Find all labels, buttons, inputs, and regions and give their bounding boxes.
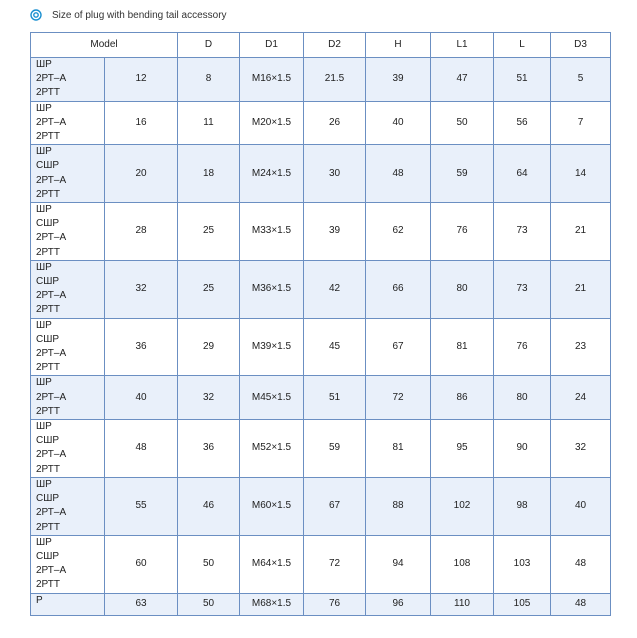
cell-h: 88 [366, 477, 431, 535]
model-name: ШР [36, 377, 52, 389]
table-row [31, 145, 611, 203]
cell-l1: 95 [431, 420, 494, 478]
cell-d: 25 [178, 260, 240, 318]
cell-size: 16 [105, 101, 178, 145]
model-name: 2РТ–А [36, 565, 67, 577]
cell-l: 64 [494, 145, 551, 203]
target-icon [30, 9, 42, 21]
model-name: 2РТ–А [36, 174, 67, 186]
cell-h: 81 [366, 420, 431, 478]
cell-size: 48 [105, 420, 178, 478]
cell-d2: 39 [304, 203, 366, 261]
model-name: 2РТ–А [36, 232, 67, 244]
cell-model [31, 477, 105, 535]
model-name: ШР [36, 421, 52, 433]
model-name: СШР [36, 333, 60, 345]
model-name: СШР [36, 493, 60, 505]
cell-d1: M68×1.5 [240, 593, 304, 615]
model-name: 2РТ–А [36, 348, 67, 360]
model-name: ШР [36, 319, 52, 331]
model-name: 2РТТ [36, 362, 60, 374]
cell-d2: 45 [304, 318, 366, 376]
cell-h: 96 [366, 593, 431, 615]
cell-l1: 47 [431, 58, 494, 102]
cell-d3: 7 [551, 101, 611, 145]
cell-l: 56 [494, 101, 551, 145]
model-name: ШР [36, 478, 52, 490]
cell-d2: 51 [304, 376, 366, 420]
cell-d: 8 [178, 58, 240, 102]
model-name: ШР [36, 204, 52, 216]
cell-h: 62 [366, 203, 431, 261]
caption [30, 6, 227, 24]
model-name: Р [36, 594, 43, 606]
cell-h: 39 [366, 58, 431, 102]
cell-l1: 50 [431, 101, 494, 145]
cell-size: 28 [105, 203, 178, 261]
cell-d3: 21 [551, 260, 611, 318]
cell-model [31, 58, 105, 102]
cell-model [31, 260, 105, 318]
cell-d1: M16×1.5 [240, 58, 304, 102]
model-name: 2РТ–А [36, 116, 67, 128]
table-row [31, 101, 611, 145]
cell-l1: 76 [431, 203, 494, 261]
model-name: ШР [36, 536, 52, 548]
cell-h: 94 [366, 535, 431, 593]
model-name: 2РТТ [36, 188, 60, 200]
cell-l: 80 [494, 376, 551, 420]
cell-d: 25 [178, 203, 240, 261]
cell-l1: 102 [431, 477, 494, 535]
cell-h: 72 [366, 376, 431, 420]
cell-d2: 67 [304, 477, 366, 535]
model-name: 2РТТ [36, 463, 60, 475]
cell-d1: M52×1.5 [240, 420, 304, 478]
cell-l: 103 [494, 535, 551, 593]
table-row [31, 58, 611, 102]
cell-l: 98 [494, 477, 551, 535]
table-row [31, 477, 611, 535]
header-d: D [178, 33, 240, 58]
table-row [31, 535, 611, 593]
header-h: H [366, 33, 431, 58]
cell-d: 36 [178, 420, 240, 478]
cell-d3: 32 [551, 420, 611, 478]
header-d3: D3 [551, 33, 611, 58]
cell-l: 73 [494, 203, 551, 261]
model-name: 2РТТ [36, 521, 60, 533]
cell-d3: 14 [551, 145, 611, 203]
cell-d3: 48 [551, 535, 611, 593]
table-row [31, 593, 611, 615]
cell-size: 55 [105, 477, 178, 535]
model-name: 2РТ–А [36, 507, 67, 519]
cell-d: 46 [178, 477, 240, 535]
header-d1: D1 [240, 33, 304, 58]
header-l1: L1 [431, 33, 494, 58]
model-name: ШР [36, 261, 52, 273]
model-name: СШР [36, 276, 60, 288]
cell-d1: M45×1.5 [240, 376, 304, 420]
model-name: 2РТ–А [36, 391, 67, 403]
model-name: 2РТ–А [36, 449, 67, 461]
cell-d: 29 [178, 318, 240, 376]
cell-d2: 21.5 [304, 58, 366, 102]
cell-d: 50 [178, 593, 240, 615]
model-name: ШР [36, 146, 52, 158]
cell-h: 40 [366, 101, 431, 145]
cell-model [31, 318, 105, 376]
model-name: СШР [36, 435, 60, 447]
cell-l: 76 [494, 318, 551, 376]
cell-l1: 110 [431, 593, 494, 615]
cell-size: 63 [105, 593, 178, 615]
cell-h: 67 [366, 318, 431, 376]
model-name: 2РТТ [36, 304, 60, 316]
cell-l1: 80 [431, 260, 494, 318]
cell-d3: 40 [551, 477, 611, 535]
model-name: 2РТТ [36, 579, 60, 591]
cell-d1: M39×1.5 [240, 318, 304, 376]
cell-l1: 59 [431, 145, 494, 203]
cell-model [31, 593, 105, 615]
cell-d1: M64×1.5 [240, 535, 304, 593]
table-row [31, 203, 611, 261]
model-name: ШР [36, 59, 52, 70]
cell-size: 12 [105, 58, 178, 102]
cell-l1: 81 [431, 318, 494, 376]
model-name: СШР [36, 218, 60, 230]
cell-d: 11 [178, 101, 240, 145]
table-row [31, 420, 611, 478]
cell-d2: 76 [304, 593, 366, 615]
model-name: 2РТТ [36, 405, 60, 417]
caption-text: Size of plug with bending tail accessory [52, 9, 227, 21]
cell-size: 32 [105, 260, 178, 318]
cell-l: 90 [494, 420, 551, 478]
cell-size: 40 [105, 376, 178, 420]
model-name: 2РТ–А [36, 290, 67, 302]
cell-l: 105 [494, 593, 551, 615]
cell-d: 32 [178, 376, 240, 420]
cell-d3: 23 [551, 318, 611, 376]
table-row [31, 318, 611, 376]
cell-d3: 24 [551, 376, 611, 420]
table-row [31, 260, 611, 318]
cell-d2: 26 [304, 101, 366, 145]
cell-model [31, 145, 105, 203]
cell-d: 50 [178, 535, 240, 593]
model-name: 2РТТ [36, 87, 60, 99]
header-d2: D2 [304, 33, 366, 58]
cell-h: 48 [366, 145, 431, 203]
model-name: СШР [36, 550, 60, 562]
model-name: 2РТТ [36, 246, 60, 258]
cell-d1: M20×1.5 [240, 101, 304, 145]
cell-d1: M36×1.5 [240, 260, 304, 318]
cell-d2: 42 [304, 260, 366, 318]
cell-model [31, 535, 105, 593]
cell-d1: M60×1.5 [240, 477, 304, 535]
header-l: L [494, 33, 551, 58]
header-model: Model [31, 33, 178, 58]
model-name: 2РТТ [36, 131, 60, 143]
cell-h: 66 [366, 260, 431, 318]
cell-d3: 5 [551, 58, 611, 102]
cell-size: 20 [105, 145, 178, 203]
model-name: СШР [36, 160, 60, 172]
cell-d1: M33×1.5 [240, 203, 304, 261]
cell-size: 36 [105, 318, 178, 376]
cell-d2: 72 [304, 535, 366, 593]
cell-size: 60 [105, 535, 178, 593]
cell-model [31, 101, 105, 145]
cell-d: 18 [178, 145, 240, 203]
cell-model [31, 376, 105, 420]
cell-d1: M24×1.5 [240, 145, 304, 203]
cell-model [31, 420, 105, 478]
spec-table [30, 32, 611, 616]
cell-d3: 21 [551, 203, 611, 261]
cell-model [31, 203, 105, 261]
cell-d2: 30 [304, 145, 366, 203]
header-row [31, 33, 611, 58]
spec-table-body [31, 58, 611, 616]
model-name: 2РТ–А [36, 73, 67, 85]
cell-l: 73 [494, 260, 551, 318]
cell-l: 51 [494, 58, 551, 102]
model-name: ШР [36, 102, 52, 114]
cell-d2: 59 [304, 420, 366, 478]
cell-d3: 48 [551, 593, 611, 615]
table-row [31, 376, 611, 420]
cell-l1: 108 [431, 535, 494, 593]
cell-l1: 86 [431, 376, 494, 420]
